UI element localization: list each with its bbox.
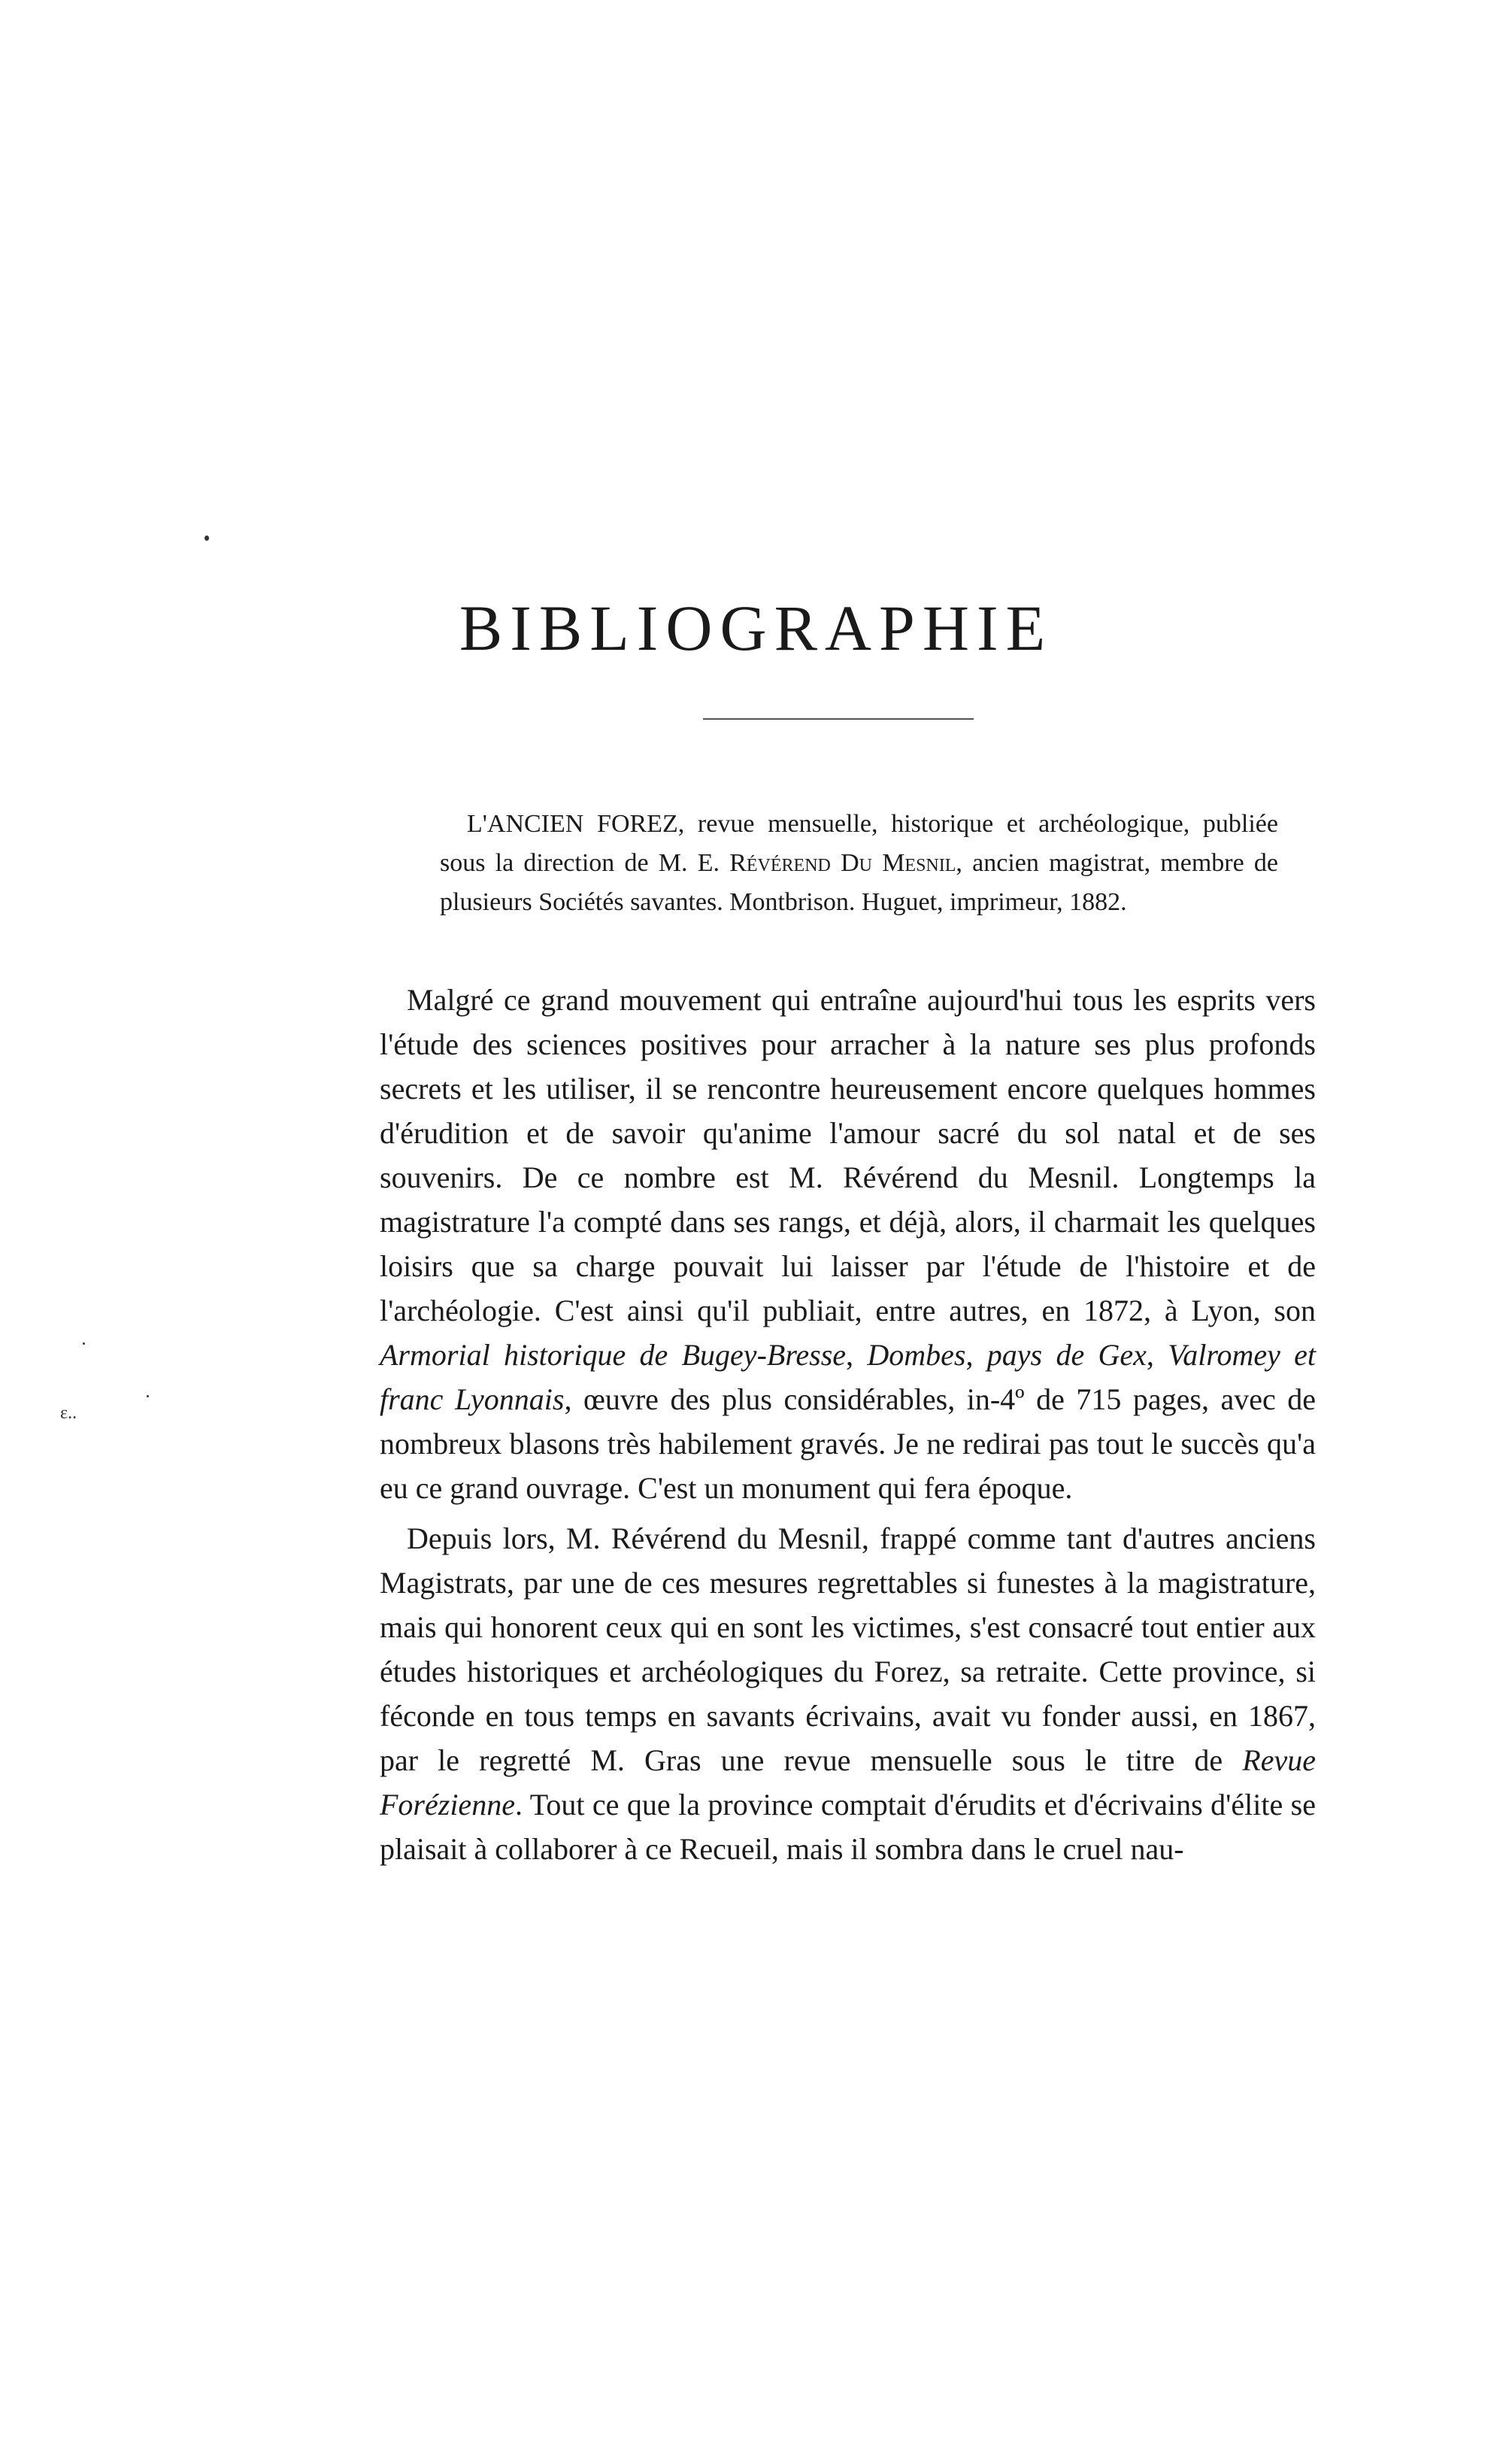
title-divider <box>703 718 974 720</box>
separator: , <box>965 1338 987 1372</box>
paragraph-2-text-1: Depuis lors, M. Révérend du Mesnil, frappé comme tant d'autres anciens Magistrats, par une de ces mesures regrettables si funestes à la magistrature, mais qui honorent ceux qui en sont les victimes, s'est consacré tout entier aux études historiques et archéologiques du Forez, sa retraite. Cette province, si féconde en tous temps en savants écrivains, avait vu fonder aussi, en 1867, par le regretté M. Gras une revue mensuelle sous le titre de <box>380 1521 1316 1777</box>
paragraph-2-text-2: . Tout ce que la province comptait d'érudits et d'écrivains d'élite se plaisait à collaborer à ce Recueil, mais il sombra dans le cruel nau- <box>380 1788 1316 1866</box>
work-title-revue-forezienne: Revue Forézienne <box>380 1743 1316 1822</box>
ink-speck <box>83 1342 85 1345</box>
paragraph-1-text-2: , œuvre des plus considérables, in-4º de 715 pages, avec de nombreux blasons très habilement gravés. Je ne redirai pas tout le succès qu'a eu ce grand ouvrage. C'est un monument qui fera époque. <box>380 1382 1317 1505</box>
article-body <box>380 978 1316 1871</box>
paragraph-1-text-1: Malgré ce grand mouvement qui entraîne aujourd'hui tous les esprits vers l'étude des sciences positives pour arracher à la nature ses plus profonds secrets et les utiliser, il se rencontre heureusement encore quelques hommes d'érudition et de savoir qu'anime l'amour sacré du sol natal et de ses souvenirs. De ce nombre est M. Révérend du Mesnil. Longtemps la magistrature l'a compté dans ses rangs, et déjà, alors, il charmait les quelques loisirs que sa charge pouvait lui laisser par l'étude de l'histoire et de l'archéologie. C'est ainsi qu'il publiait, entre autres, en 1872, à Lyon, son <box>380 983 1316 1327</box>
ink-speck <box>205 535 209 541</box>
bibliography-entry <box>440 805 1278 922</box>
bibliography-text-2: , ancien magistrat, membre de plusieurs Sociétés savantes. Montbrison. Huguet, imprimeur, 1882. <box>440 849 1278 916</box>
paragraph-1 <box>380 978 1316 1510</box>
ink-speck <box>147 1395 149 1397</box>
work-title-valromey: Valromey et franc Lyonnais <box>380 1338 1317 1416</box>
margin-mark: ɛ.. <box>60 1403 77 1423</box>
work-title-dombes: Dombes <box>867 1338 966 1372</box>
separator: , <box>1146 1338 1168 1372</box>
paragraph-2 <box>380 1516 1316 1871</box>
separator: , <box>846 1338 868 1372</box>
bibliography-author: Révérend Du Mesnil <box>729 849 956 877</box>
work-title-gex: pays de Gex <box>986 1338 1147 1372</box>
page-title: BIBLIOGRAPHIE <box>459 592 1053 664</box>
work-title-armorial: Armorial historique de Bugey-Bresse <box>380 1338 847 1372</box>
bibliography-text-1: L'ANCIEN FOREZ, revue mensuelle, historique et archéologique, publiée sous la direction de M. E. <box>440 810 1278 877</box>
